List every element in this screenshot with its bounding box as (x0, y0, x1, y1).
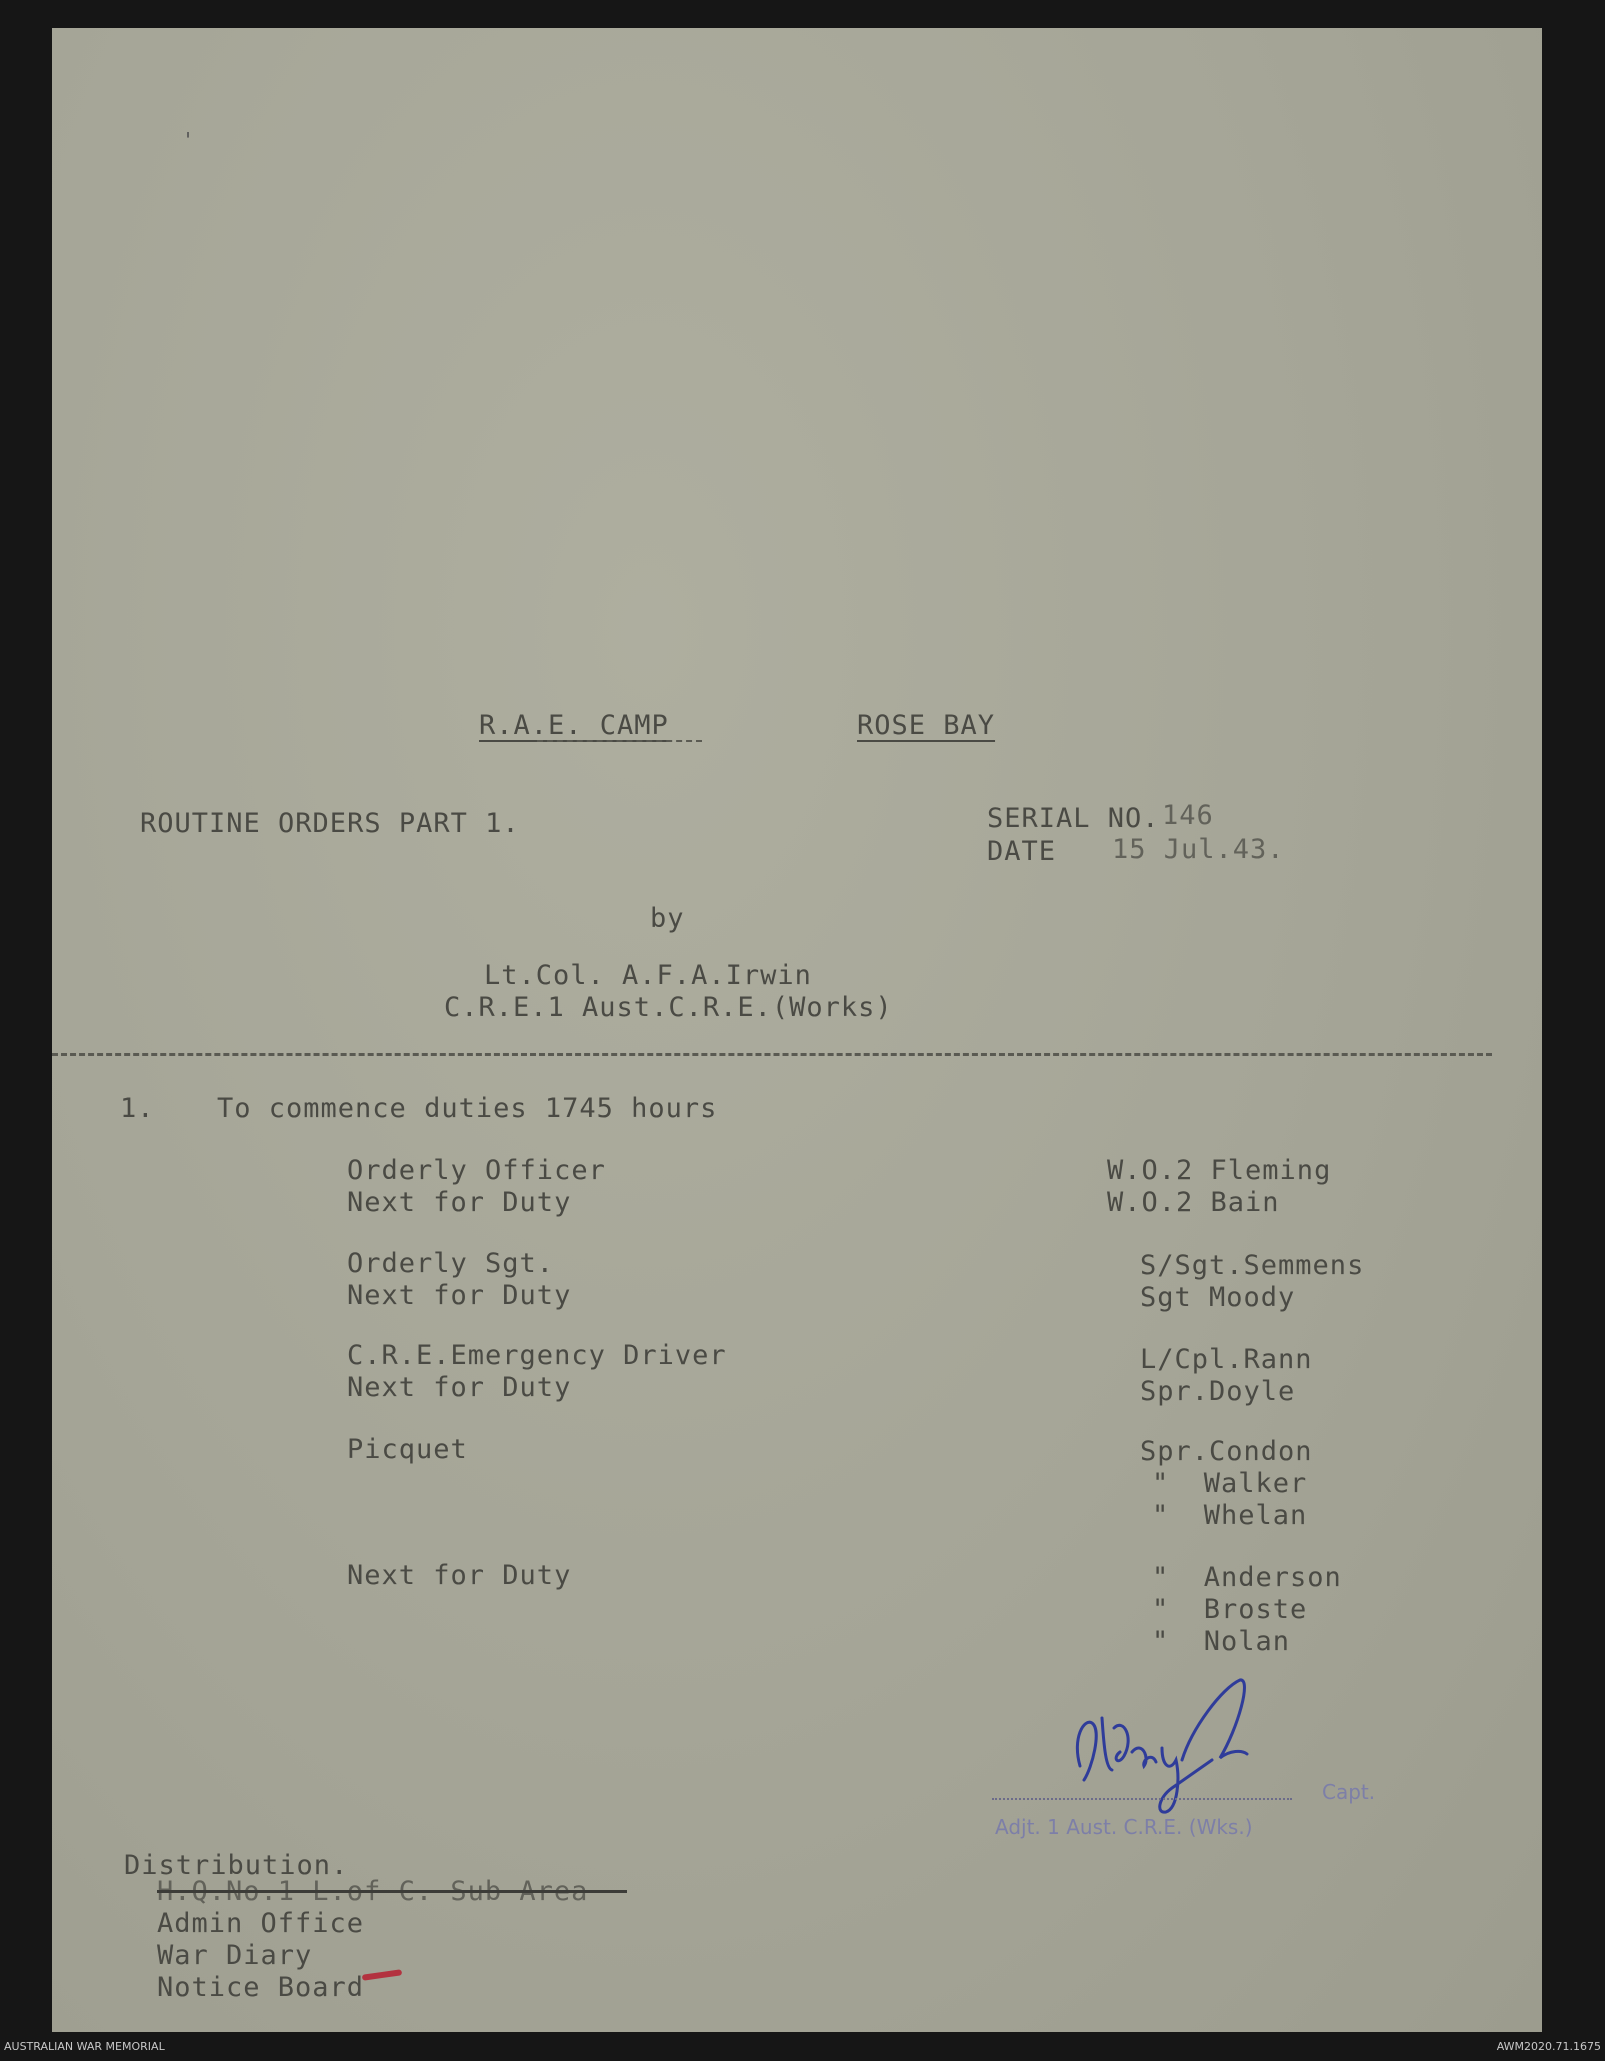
date-value: 15 Jul.43. (1112, 834, 1285, 865)
signature-line (992, 1798, 1292, 1800)
duty-name: S/Sgt.Semmens (1140, 1250, 1365, 1281)
footer-institution: AUSTRALIAN WAR MEMORIAL (4, 2040, 165, 2053)
picquet-next-name: " Anderson (1152, 1562, 1342, 1593)
serial-label: SERIAL NO. (987, 803, 1160, 834)
duty-name: W.O.2 Bain (1107, 1187, 1280, 1218)
distribution-item: Notice Board (157, 1972, 365, 2003)
duty-role: Orderly Sgt. (347, 1248, 555, 1279)
serial-value: 146 (1162, 800, 1214, 831)
section-divider (52, 1053, 1492, 1056)
distribution-heading: Distribution. (124, 1850, 349, 1881)
distribution-item: War Diary (157, 1940, 313, 1971)
duty-name: W.O.2 Fleming (1107, 1155, 1332, 1186)
picquet-next-label: Next for Duty (347, 1560, 572, 1591)
duty-name: L/Cpl.Rann (1140, 1344, 1313, 1375)
picquet-name: Spr.Condon (1140, 1436, 1313, 1467)
picquet-name: " Whelan (1152, 1500, 1308, 1531)
picquet-label: Picquet (347, 1434, 468, 1465)
header-unit: R.A.E. CAMP (479, 710, 669, 741)
picquet-name: " Walker (1152, 1468, 1308, 1499)
footer-accession-number: AWM2020.71.1675 (1496, 2040, 1601, 2053)
duty-role: Next for Duty (347, 1187, 572, 1218)
staple-mark: ' (182, 128, 195, 152)
duty-name: Sgt Moody (1140, 1282, 1296, 1313)
header-dotted-leader (537, 740, 702, 742)
handwritten-signature (1062, 1668, 1292, 1818)
duty-name: Spr.Doyle (1140, 1376, 1296, 1407)
distribution-item: Admin Office (157, 1908, 365, 1939)
order-item-number: 1. (120, 1093, 155, 1124)
header-location: ROSE BAY (857, 710, 996, 741)
duty-role: Next for Duty (347, 1280, 572, 1311)
strikethrough-line (157, 1890, 627, 1893)
date-label: DATE (987, 836, 1057, 867)
adjutant-stamp: Adjt. 1 Aust. C.R.E. (Wks.) (995, 1815, 1253, 1839)
order-item-heading: To commence duties 1745 hours (217, 1093, 718, 1124)
by-label: by (650, 903, 685, 934)
picquet-next-name: " Broste (1152, 1594, 1308, 1625)
red-tick-mark (362, 1969, 402, 1981)
duty-role: C.R.E.Emergency Driver (347, 1340, 727, 1371)
duty-role: Orderly Officer (347, 1155, 606, 1186)
document-title: ROUTINE ORDERS PART 1. (140, 808, 520, 839)
officer-role: C.R.E.1 Aust.C.R.E.(Works) (444, 992, 893, 1023)
picquet-next-name: " Nolan (1152, 1626, 1291, 1657)
distribution-struck-item: H.Q.No.1 L.of C. Sub Area (157, 1876, 589, 1907)
officer-name: Lt.Col. A.F.A.Irwin (484, 960, 812, 991)
signature-rank: Capt. (1322, 1780, 1376, 1804)
document-page (52, 28, 1542, 2032)
duty-role: Next for Duty (347, 1372, 572, 1403)
